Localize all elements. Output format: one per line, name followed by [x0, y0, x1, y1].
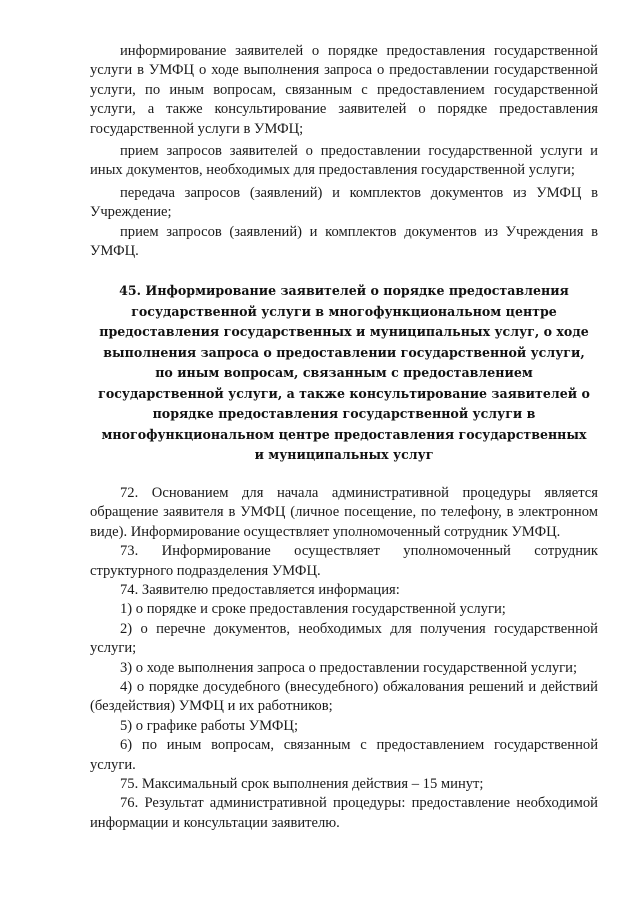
list-item: 5) о графике работы УМФЦ; — [120, 717, 299, 734]
list-item: 3) о ходе выполнения запроса о предоставлении государственной услуги; — [120, 659, 578, 676]
document-page — [90, 42, 598, 833]
list-item: 2) о перечне документов, необходимых для получения государственной услуги; — [90, 620, 598, 657]
paragraph: 74. Заявителю предоставляется информация: — [120, 582, 400, 598]
paragraph: 76. Результат административной процедуры: предоставление необходимой информации и консультации заявителю. — [90, 795, 598, 831]
paragraph: прием запросов (заявлений) и комплектов документов из Учреждения в УМФЦ. — [90, 223, 598, 260]
list-item: 1) о порядке и сроке предоставления государственной услуги; — [120, 601, 506, 618]
paragraph: прием запросов заявителей о предоставлении государственной услуги и иных документов, необходимых для предоставления государственной услуги; — [90, 143, 598, 179]
list-item: 4) о порядке досудебного (внесудебного) обжалования решений и действий (бездействия) УМФЦ и их работников; — [90, 679, 598, 715]
paragraph: 72. Основанием для начала административной процедуры является обращение заявителя в УМФЦ (личное посещение, по телефону, в электронном виде). Информирование осуществляет уполномоченный сотрудник УМФЦ. — [90, 484, 598, 540]
section-heading: 45. Информирование заявителей о порядке предоставления государственной услуги в многофункциональном центре предоставления государственных и муниципальных услуг, о ходе выполнения запроса о предоставлении государственной услуги, по иным вопросам, связанным с предоставлением государственной услуги, а также консультирование заявителей о порядке предоставления государственной услуги в многофункциональном центре предоставления государственных и муниципальных услуг — [98, 283, 590, 463]
list-item: 6) по иным вопросам, связанным с предоставлением государственной услуги. — [90, 737, 598, 773]
paragraph: 73. Информирование осуществляет уполномоченный сотрудник структурного подразделения УМФЦ. — [90, 543, 598, 579]
paragraph: передача запросов (заявлений) и комплектов документов из УМФЦ в Учреждение; — [90, 184, 598, 221]
paragraph: информирование заявителей о порядке предоставления государственной услуги в УМФЦ о ходе выполнения запроса о предоставлении государственной услуги, по иным вопросам, связанным с предоставлением государственной услуги, а также консультирование заявителей о порядке предоставления государственной услуги в УМФЦ; — [90, 43, 598, 137]
paragraph: 75. Максимальный срок выполнения действия – 15 минут; — [120, 776, 484, 793]
